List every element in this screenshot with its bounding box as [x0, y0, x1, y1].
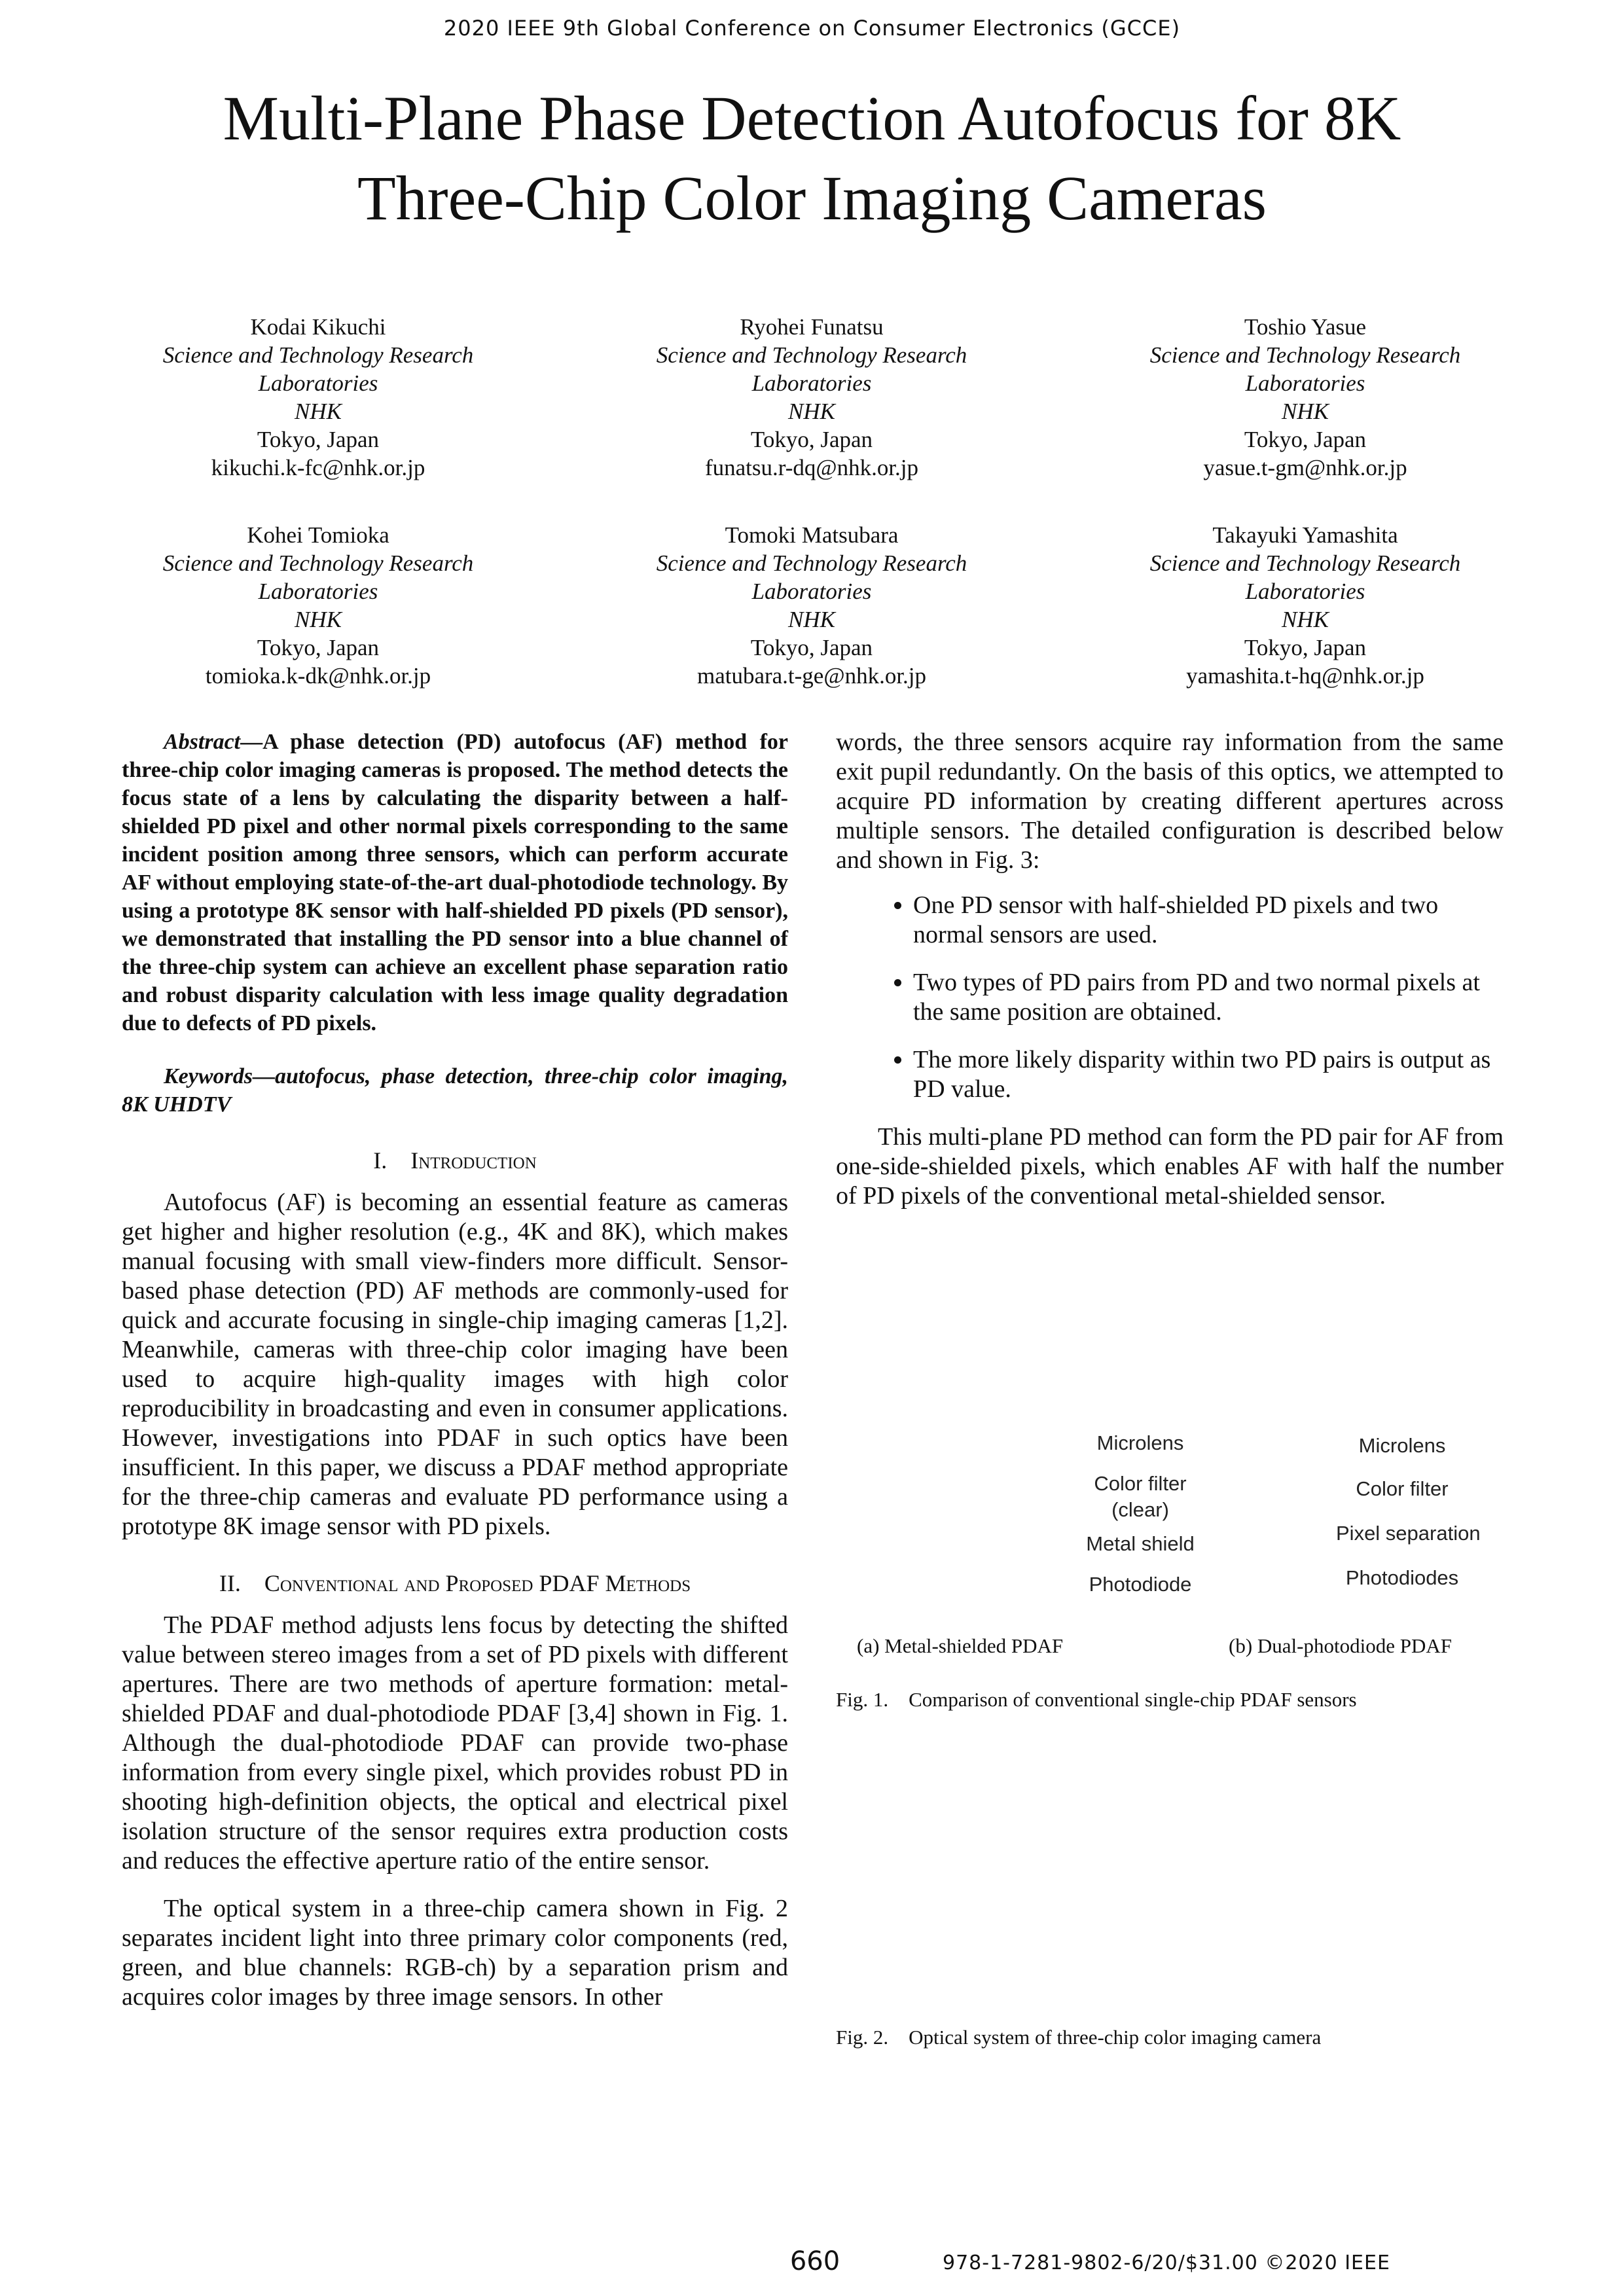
conference-header: 2020 IEEE 9th Global Conference on Consumer Electronics (GCCE)	[443, 16, 1181, 41]
author-location: Tokyo, Japan	[1244, 635, 1367, 660]
keywords: Keywords—autofocus, phase detection, three-chip color imaging, 8K UHDTV	[122, 1064, 788, 1117]
figure-label-microlens: Microlens	[1096, 1431, 1184, 1454]
author-affiliation: Laboratories	[1245, 370, 1365, 396]
section-heading-methods: II. Conventional and Proposed PDAF Methods	[219, 1570, 691, 1596]
figure-subcaption-b: (b) Dual-photodiode PDAF	[1229, 1634, 1452, 1657]
figure-label-photodiode: Photodiode	[1089, 1573, 1192, 1596]
figure-label-pixel-separation: Pixel separation	[1336, 1522, 1481, 1545]
figure-label-color-filter: Color filter	[1356, 1477, 1449, 1500]
author-email[interactable]: funatsu.r-dq@nhk.or.jp	[704, 455, 919, 480]
author-location: Tokyo, Japan	[1244, 427, 1367, 452]
author-email[interactable]: kikuchi.k-fc@nhk.or.jp	[211, 455, 425, 480]
author-affiliation: Science and Technology Research	[162, 342, 474, 368]
author-affiliation: Science and Technology Research	[162, 550, 474, 576]
author-block	[576, 521, 1047, 690]
figure-label-microlens: Microlens	[1358, 1434, 1446, 1457]
author-organization: NHK	[1282, 607, 1329, 632]
title-line-2: Three-Chip Color Imaging Cameras	[357, 163, 1267, 233]
figure-2-caption: Fig. 2. Optical system of three-chip color imaging camera	[836, 2026, 1322, 2049]
paragraph: Autofocus (AF) is becoming an essential feature as cameras get higher and higher resolution (e.g., 4K and 8K), which makes manual focusing with small view-finders more difficult. Sensor-based phase detection (PD) AF methods are commonly-used for quick and accurate focusing in single-chip imaging cameras [1,2]. Meanwhile, cameras with three-chip color imaging have been used to acquire high-quality images with high color reproducibility in broadcasting and even in consumer applications. However, investigations into PDAF in such optics have been insufficient. In this paper, we discuss a PDAF method appropriate for the three-chip cameras and evaluate PD performance using a prototype 8K image sensor with PD pixels.	[122, 1189, 788, 1540]
author-location: Tokyo, Japan	[257, 427, 380, 452]
title-line-1: Multi-Plane Phase Detection Autofocus for 8K	[223, 83, 1401, 153]
abstract	[122, 728, 788, 1037]
abstract-text: A phase detection (PD) autofocus (AF) method for three-chip color imaging cameras is proposed. The method detects the focus state of a lens by calculating the disparity between a half-shielded PD pixel and other normal pixels corresponding to the same incident position among three sensors, which can perform accurate AF without employing state-of-the-art dual-photodiode technology. By using a prototype 8K sensor with half-shielded PD pixels (PD sensor), we demonstrated that installing the PD sensor into a blue channel of the three-chip system can achieve an excellent phase separation ratio and robust disparity calculation with less image quality degradation due to defects of PD pixels.	[122, 730, 788, 1035]
author-block	[82, 313, 554, 482]
author-organization: NHK	[1282, 399, 1329, 424]
left-column	[122, 728, 788, 2012]
author-email[interactable]: yamashita.t-hq@nhk.or.jp	[1186, 663, 1424, 689]
author-affiliation: Laboratories	[751, 579, 872, 604]
author-name: Toshio Yasue	[1244, 314, 1367, 340]
author-block	[1070, 313, 1541, 482]
figure-label-photodiodes: Photodiodes	[1345, 1566, 1459, 1589]
author-name: Takayuki Yamashita	[1212, 522, 1398, 548]
author-email[interactable]: matubara.t-ge@nhk.or.jp	[696, 663, 927, 689]
author-affiliation: Science and Technology Research	[656, 342, 967, 368]
list-item: • Two types of PD pairs from PD and two normal pixels at the same position are obtained.	[913, 968, 1504, 1027]
paragraph: The PDAF method adjusts lens focus by detecting the shifted value between stereo images from a set of PD pixels with different apertures. There are two methods of aperture formation: metal-shielded PDAF and dual-photodiode PDAF [3,4] shown in Fig. 1. Although the dual-photodiode PDAF can provide two-phase information from every single pixel, which provides robust PD in shooting high-definition objects, the optical and electrical pixel isolation structure of the sensor requires extra production costs and reduces the effective aperture ratio of the entire sensor.	[122, 1611, 788, 1874]
figure-label-color-filter: Color filter	[1094, 1472, 1187, 1495]
section-heading-introduction: I. Introduction	[373, 1147, 537, 1174]
bullet-list	[836, 891, 1504, 1104]
right-column	[836, 728, 1504, 1211]
author-affiliation: Science and Technology Research	[1149, 342, 1461, 368]
author-name: Kohei Tomioka	[247, 522, 389, 548]
author-name: Kodai Kikuchi	[250, 314, 386, 340]
figure-1	[836, 1407, 1504, 1657]
author-email[interactable]: yasue.t-gm@nhk.or.jp	[1203, 455, 1407, 480]
author-affiliation: Laboratories	[258, 370, 378, 396]
author-block	[576, 313, 1047, 482]
abstract-lead: Abstract	[164, 730, 241, 754]
abstract-dash: —	[240, 730, 263, 754]
list-item: • One PD sensor with half-shielded PD pixels and two normal sensors are used.	[913, 891, 1504, 950]
author-affiliation: Laboratories	[751, 370, 872, 396]
author-affiliation: Science and Technology Research	[1149, 550, 1461, 576]
author-name: Tomoki Matsubara	[725, 522, 899, 548]
author-organization: NHK	[295, 607, 342, 632]
paragraph: The optical system in a three-chip camera shown in Fig. 2 separates incident light into three primary color components (red, green, and blue channels: RGB-ch) by a separation prism and acquires color images by three image sensors. In other	[122, 1895, 788, 2011]
author-affiliation: Laboratories	[1245, 579, 1365, 604]
author-affiliation: Laboratories	[258, 579, 378, 604]
author-organization: NHK	[788, 399, 835, 424]
figure-label-metal-shield: Metal shield	[1086, 1532, 1195, 1555]
author-block	[1070, 521, 1541, 690]
author-name: Ryohei Funatsu	[740, 314, 884, 340]
author-organization: NHK	[295, 399, 342, 424]
list-item: • The more likely disparity within two PD pairs is output as PD value.	[913, 1045, 1504, 1104]
paragraph: words, the three sensors acquire ray information from the same exit pupil redundantly. On the basis of this optics, we attempted to acquire PD information by creating different apertures across multiple sensors. The detailed configuration is described below and shown in Fig. 3:	[836, 728, 1504, 874]
author-email[interactable]: tomioka.k-dk@nhk.or.jp	[205, 663, 431, 689]
paper-title	[131, 79, 1493, 238]
page-number: 660	[789, 2246, 840, 2276]
author-affiliation: Science and Technology Research	[656, 550, 967, 576]
paragraph: This multi-plane PD method can form the PD pair for AF from one-side-shielded pixels, which enables AF with half the number of PD pixels of the conventional metal-shielded sensor.	[836, 1123, 1504, 1210]
figure-label-clear: (clear)	[1111, 1498, 1169, 1521]
author-location: Tokyo, Japan	[750, 635, 873, 660]
author-block	[82, 521, 554, 690]
figure-subcaption-a: (a) Metal-shielded PDAF	[857, 1634, 1064, 1657]
author-organization: NHK	[788, 607, 835, 632]
author-location: Tokyo, Japan	[257, 635, 380, 660]
author-location: Tokyo, Japan	[750, 427, 873, 452]
figure-1-caption: Fig. 1. Comparison of conventional single-chip PDAF sensors	[836, 1688, 1357, 1711]
copyright-notice: 978-1-7281-9802-6/20/$31.00 ©2020 IEEE	[943, 2251, 1390, 2274]
